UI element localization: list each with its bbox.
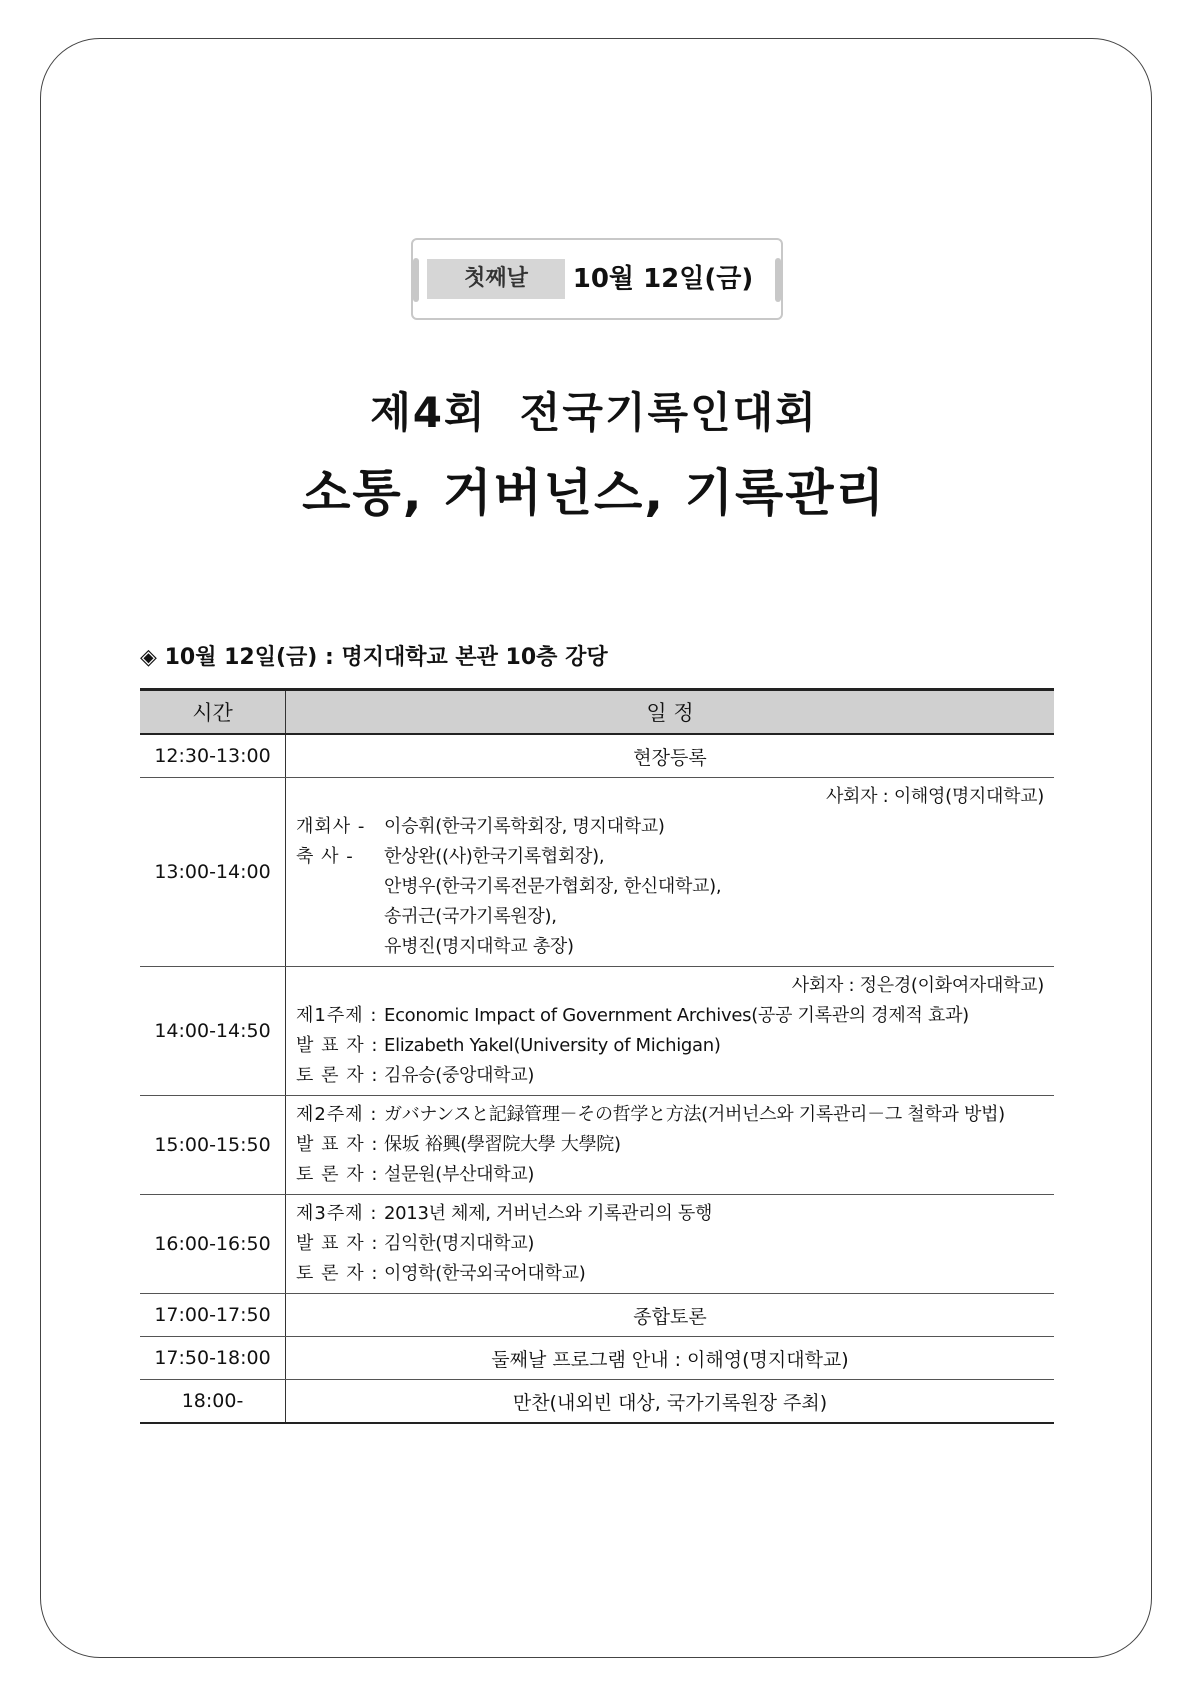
time-cell: 17:50-18:00 <box>140 1337 286 1380</box>
badge-bar-right <box>775 258 781 302</box>
day-badge <box>411 238 783 320</box>
table-row <box>140 1337 1054 1380</box>
schedule-cell: 만찬(내외빈 대상, 국가기록원장 주최) <box>286 1380 1055 1424</box>
schedule-line <box>286 1100 1054 1130</box>
line-value: 안병우(한국기록전문가협회장, 한신대학교), <box>384 876 722 897</box>
line-value: 2013년 체제, 거버넌스와 기록관리의 동행 <box>384 1203 713 1224</box>
line-value: 김익한(명지대학교) <box>384 1233 535 1254</box>
line-value: 설문원(부산대학교) <box>384 1164 535 1185</box>
line-key: 축 사 - <box>296 846 354 867</box>
table-row <box>140 734 1054 778</box>
header-time: 시간 <box>140 690 286 735</box>
line-value: 保坂 裕興(學習院大學 大學院) <box>384 1134 621 1155</box>
time-cell: 12:30-13:00 <box>140 734 286 778</box>
schedule-cell: 둘째날 프로그램 안내 : 이해영(명지대학교) <box>286 1337 1055 1380</box>
schedule-cell <box>286 967 1055 1096</box>
line-key: 제1주제 : <box>296 1005 378 1026</box>
line-value: 유병진(명지대학교 총장) <box>384 936 574 957</box>
table-row <box>140 967 1054 1096</box>
schedule-line <box>286 1130 1054 1160</box>
venue-heading <box>140 640 608 671</box>
line-key: 개회사 - <box>296 816 366 837</box>
day-label: 첫째날 <box>427 259 565 299</box>
schedule-line <box>286 1061 1054 1091</box>
event-title: 제4회 전국기록인대회 <box>370 388 818 437</box>
schedule-line <box>286 1001 1054 1031</box>
line-value: 이영학(한국외국어대학교) <box>384 1263 586 1284</box>
line-key: 토 론 자 : <box>296 1263 379 1284</box>
day-date: 10월 12일(금) <box>572 264 754 294</box>
time-cell: 15:00-15:50 <box>140 1096 286 1195</box>
line-value: Elizabeth Yakel(University of Michigan) <box>384 1035 721 1056</box>
time-cell: 17:00-17:50 <box>140 1294 286 1337</box>
header-schedule: 일 정 <box>286 690 1055 735</box>
time-cell: 14:00-14:50 <box>140 967 286 1096</box>
time-cell: 13:00-14:00 <box>140 778 286 967</box>
line-key: 토 론 자 : <box>296 1164 379 1185</box>
line-value: 송귀근(국가기록원장), <box>384 906 557 927</box>
schedule-line <box>286 1031 1054 1061</box>
line-key: 발 표 자 : <box>296 1035 379 1056</box>
schedule-cell <box>286 1195 1055 1294</box>
schedule-table <box>140 688 1054 1424</box>
schedule-line <box>286 1160 1054 1190</box>
line-key: 발 표 자 : <box>296 1134 379 1155</box>
diamond-bullet-icon: ◈ <box>140 645 157 670</box>
schedule-line <box>286 812 1054 842</box>
table-row <box>140 1380 1054 1424</box>
table-row <box>140 1294 1054 1337</box>
badge-bar-left <box>413 258 419 302</box>
line-value: 한상완((사)한국기록협회장), <box>384 846 605 867</box>
schedule-line <box>286 842 1054 872</box>
line-value: ガバナンスと記録管理－その哲学と方法(거버넌스와 기록관리－그 철학과 방법) <box>384 1104 1005 1125</box>
line-key: 제2주제 : <box>296 1104 378 1125</box>
schedule-line <box>286 902 1054 932</box>
schedule-line <box>286 1229 1054 1259</box>
schedule-line <box>286 872 1054 902</box>
table-row <box>140 778 1054 967</box>
schedule-line <box>286 1199 1054 1229</box>
line-value: 이승휘(한국기록학회장, 명지대학교) <box>384 816 665 837</box>
moderator: 사회자 : 정은경(이화여자대학교) <box>791 975 1044 996</box>
event-theme: 소통, 거버넌스, 기록관리 <box>302 464 886 522</box>
table-row <box>140 1195 1054 1294</box>
schedule-cell: 종합토론 <box>286 1294 1055 1337</box>
line-key: 토 론 자 : <box>296 1065 379 1086</box>
line-value: 김유승(중앙대학교) <box>384 1065 535 1086</box>
venue-text: 10월 12일(금) : 명지대학교 본관 10층 강당 <box>164 645 608 670</box>
time-cell: 18:00- <box>140 1380 286 1424</box>
time-cell: 16:00-16:50 <box>140 1195 286 1294</box>
moderator: 사회자 : 이해영(명지대학교) <box>825 786 1044 807</box>
schedule-line <box>286 932 1054 962</box>
table-row <box>140 1096 1054 1195</box>
line-key: 제3주제 : <box>296 1203 378 1224</box>
line-key: 발 표 자 : <box>296 1233 379 1254</box>
schedule-cell <box>286 1096 1055 1195</box>
schedule-cell: 현장등록 <box>286 734 1055 778</box>
schedule-line <box>286 1259 1054 1289</box>
schedule-cell <box>286 778 1055 967</box>
line-value: Economic Impact of Government Archives(공공 기록관의 경제적 효과) <box>384 1005 969 1026</box>
